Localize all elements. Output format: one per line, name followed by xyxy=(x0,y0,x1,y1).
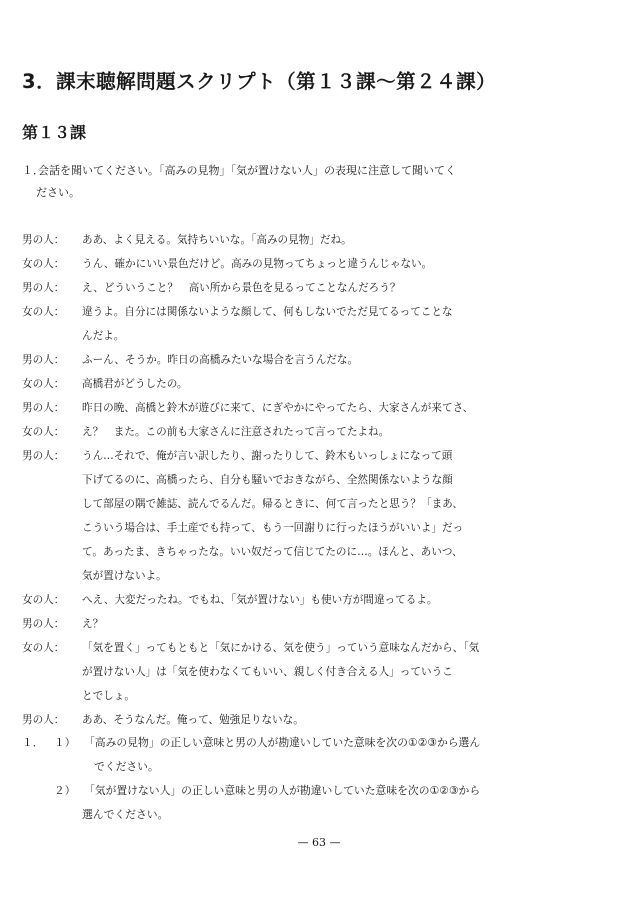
speaker-label: 女の人： xyxy=(22,594,65,606)
dialogue-turn xyxy=(22,636,502,708)
dialogue-turn xyxy=(22,348,502,372)
question-block xyxy=(22,731,502,827)
dialogue-text: て。あったま、きちゃったな。いい奴だって信じてたのに…。ほんと、あいつ、 xyxy=(82,546,463,558)
instruction-line: ださい。 xyxy=(36,186,80,199)
speaker-label: 女の人： xyxy=(22,426,65,438)
dialogue-text: え、どういうこと？ 高い所から景色を見るってことなんだろう？ xyxy=(82,282,401,294)
dialogue-turn xyxy=(22,612,502,636)
dialogue-turn xyxy=(22,588,502,612)
dialogue-turn xyxy=(22,372,502,396)
dialogue-turn xyxy=(22,708,502,732)
dialogue-turn xyxy=(22,300,502,348)
instruction-number: １． xyxy=(22,164,44,177)
dialogue-text: 高橋君がどうしたの。 xyxy=(82,378,188,390)
dialogue-text: 下げてるのに、高橋ったら、自分も騒いでおきながら、全然関係ないような顔 xyxy=(82,474,453,486)
dialogue-text: 昨日の晩、高橋と鈴木が遊びに来て、にぎやかにやってたら、大家さんが来てさ、 xyxy=(82,402,474,414)
speaker-label: 男の人： xyxy=(22,714,65,726)
dialogue-turn xyxy=(22,420,502,444)
instruction-line: 会話を聞いてください。「高みの見物」「気が置けない人」の表現に注意して聞いてく xyxy=(38,164,456,177)
question-number: １） xyxy=(54,736,76,749)
question-item xyxy=(22,731,502,755)
lesson-title: 第１３課 xyxy=(22,123,87,142)
question-item xyxy=(22,779,502,803)
dialogue-text: え？ xyxy=(82,618,104,630)
dialogue-turn xyxy=(22,276,502,300)
dialogue-text: とでしょ。 xyxy=(82,690,135,702)
dialogue-text: こういう場合は、手土産でも持って、もう一回謝りに行ったほうがいいよ」だっ xyxy=(82,522,464,534)
dialogue-text: 違うよ。自分には関係ないような顔して、何もしないでただ見てるってことな xyxy=(82,306,453,318)
speaker-label: 男の人： xyxy=(22,354,65,366)
question-text: 「気が置けない人」の正しい意味と男の人が勘違いしていた意味を次の①②③から xyxy=(84,784,481,797)
section-title: 3．課末聴解問題スクリプト（第１３課〜第２４課） xyxy=(22,70,497,93)
question-text: 選んでください。 xyxy=(82,808,169,821)
dialogue-turn xyxy=(22,396,502,420)
dialogue-text: 「気を置く」ってもともと「気にかける、気を使う」っていう意味なんだから、「気 xyxy=(82,642,480,654)
dialogue-turn xyxy=(22,228,502,252)
speaker-label: 女の人： xyxy=(22,378,65,390)
question-number: ２） xyxy=(54,784,76,797)
speaker-label: 女の人： xyxy=(22,306,65,318)
speaker-label: 男の人： xyxy=(22,450,65,462)
question-text: でください。 xyxy=(94,760,159,773)
dialogue-text: んだよ。 xyxy=(82,330,125,342)
speaker-label: 女の人： xyxy=(22,642,65,654)
dialogue-text: うん…それで、俺が言い訳したり、謝ったりして、鈴木もいっしょになって頭 xyxy=(82,450,453,462)
question-text: 「高みの見物」の正しい意味と男の人が勘違いしていた意味を次の①②③から選ん xyxy=(84,736,481,749)
dialogue-text: え？ また。この前も大家さんに注意されたって言ってたよね。 xyxy=(82,426,390,438)
page-number: — 63 — xyxy=(297,836,341,849)
dialogue-text: して部屋の隅で雑誌、読んでるんだ。帰るときに、何て言ったと思う？「まあ、 xyxy=(82,498,463,510)
speaker-label: 男の人： xyxy=(22,234,65,246)
dialogue-turn xyxy=(22,252,502,276)
dialogue-text: ふーん、そうか。昨日の高橋みたいな場合を言うんだな。 xyxy=(82,354,359,366)
dialogue-text: が置けない人」は「気を使わなくてもいい、親しく付き合える人」っていうこ xyxy=(82,666,453,678)
dialogue-text: 気が置けないよ。 xyxy=(82,570,167,582)
speaker-label: 女の人： xyxy=(22,258,65,270)
speaker-label: 男の人： xyxy=(22,402,65,414)
dialogue-script xyxy=(22,228,502,732)
dialogue-text: ああ、そうなんだ。俺って、勉強足りないな。 xyxy=(82,714,304,726)
speaker-label: 男の人： xyxy=(22,618,65,630)
speaker-label: 男の人： xyxy=(22,282,65,294)
question-main-number: １． xyxy=(22,736,44,749)
dialogue-text: へえ、大変だったね。でもね、「気が置けない」も使い方が間違ってるよ。 xyxy=(82,594,438,606)
dialogue-text: ああ、よく見える。気持ちいいな。「高みの見物」だね。 xyxy=(82,234,352,246)
dialogue-turn xyxy=(22,444,502,588)
dialogue-text: うん、確かにいい景色だけど。高みの見物ってちょっと違うんじゃない。 xyxy=(82,258,433,270)
listening-instruction xyxy=(22,160,492,204)
